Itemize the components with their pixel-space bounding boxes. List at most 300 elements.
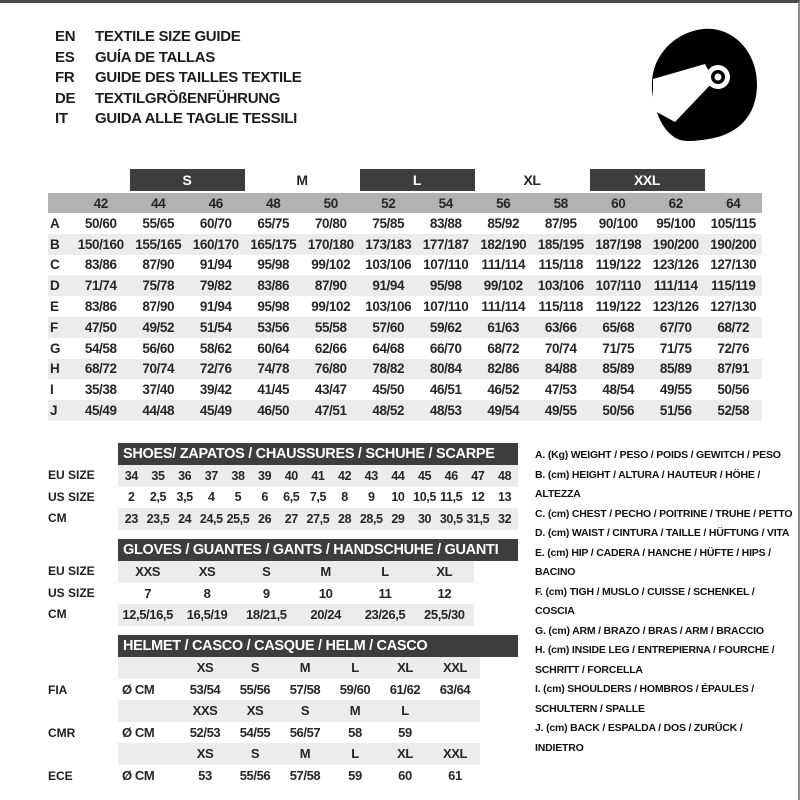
table-cell: A xyxy=(50,215,60,231)
table-cell: 36 xyxy=(171,465,198,487)
table-cell: 61/63 xyxy=(475,317,533,338)
table-cell: 56/57 xyxy=(289,724,321,740)
table-cell: 51/54 xyxy=(187,317,245,338)
table-cell: 12,5/16,5 xyxy=(118,604,177,626)
table-cell: 76/80 xyxy=(302,359,360,380)
language-title: GUIDA ALLE TAGLIE TESSILI xyxy=(95,110,297,127)
language-row xyxy=(55,89,301,110)
table-row xyxy=(118,765,480,787)
table-cell: 95/98 xyxy=(257,299,290,315)
language-code: FR xyxy=(55,69,75,86)
table-cell: 47/51 xyxy=(302,400,360,421)
table-cell: 58 xyxy=(348,724,362,740)
table-cell: 43/47 xyxy=(314,382,347,398)
table-cell: 75/85 xyxy=(372,215,405,231)
table-cell: 70/80 xyxy=(314,215,347,231)
table-row xyxy=(118,679,480,701)
row-label-us-size: US SIZE xyxy=(48,489,95,504)
table-cell: 53/56 xyxy=(245,317,303,338)
row-label-fia: FIA xyxy=(48,683,68,697)
table-row xyxy=(118,700,480,722)
table-cell: 50/60 xyxy=(84,215,117,231)
table-cell: 60/70 xyxy=(199,215,232,231)
table-cell xyxy=(118,700,180,722)
size-group-m: M xyxy=(245,169,360,192)
table-cell: 111/114 xyxy=(647,275,705,296)
table-cell: 16,5/19 xyxy=(177,604,236,626)
table-cell: 52/58 xyxy=(705,400,763,421)
table-cell: 59 xyxy=(348,767,362,783)
table-cell: 39 xyxy=(251,465,278,487)
row-label-cm: CM xyxy=(48,607,67,621)
table-cell: 45 xyxy=(411,465,438,487)
table-row xyxy=(118,657,480,679)
language-code: ES xyxy=(55,48,75,66)
size-group-xxl: XXL xyxy=(590,169,705,192)
table-cell: 87/90 xyxy=(142,299,175,315)
table-cell: 111/114 xyxy=(481,257,526,273)
table-cell: 10,5 xyxy=(413,490,436,505)
table-cell: L xyxy=(355,561,414,583)
language-code: EN xyxy=(55,28,76,45)
shoes-row-labels xyxy=(48,443,118,530)
table-cell: 10 xyxy=(318,585,333,601)
table-cell xyxy=(430,722,480,744)
table-cell: 48/54 xyxy=(602,382,635,398)
table-cell: 34 xyxy=(118,465,145,487)
helmet-row-labels xyxy=(48,635,118,786)
language-row xyxy=(55,68,301,89)
table-cell: 51/56 xyxy=(647,400,705,421)
table-cell: 182/190 xyxy=(475,234,533,255)
table-cell: 10 xyxy=(391,490,405,505)
table-cell: 54/55 xyxy=(239,724,271,740)
table-cell: 68/72 xyxy=(705,317,763,338)
table-cell: 115/118 xyxy=(538,257,583,273)
table-cell: 80/84 xyxy=(417,359,475,380)
table-row xyxy=(48,213,762,234)
legend-item: B. (cm) HEIGHT / ALTURA / HAUTEUR / HÖHE / ALTEZZA xyxy=(535,468,761,500)
table-cell: 53/54 xyxy=(189,681,221,697)
table-cell: 91/94 xyxy=(199,257,232,273)
table-cell: L xyxy=(330,657,380,679)
table-cell: 83/88 xyxy=(429,215,462,231)
table-cell: 95/98 xyxy=(257,257,290,273)
table-cell: 105/115 xyxy=(710,215,756,231)
table-cell: 87/90 xyxy=(302,275,360,296)
table-cell: 85/89 xyxy=(590,359,648,380)
table-cell: 68/72 xyxy=(487,340,520,356)
table-row xyxy=(118,487,518,509)
size-value: 62 xyxy=(647,192,705,213)
table-cell: F xyxy=(48,317,72,338)
table-cell: 47 xyxy=(465,465,492,487)
table-cell: 91/94 xyxy=(360,275,418,296)
table-cell: 48/52 xyxy=(360,400,418,421)
row-label-cmr: CMR xyxy=(48,726,76,740)
table-cell: 107/110 xyxy=(423,299,469,315)
table-cell: 49/52 xyxy=(130,317,188,338)
table-cell: 30,5 xyxy=(438,508,465,530)
shoes-table-title: SHOES/ ZAPATOS / CHAUSSURES / SCHUHE / SCARPE xyxy=(118,443,518,465)
table-cell: M xyxy=(330,700,380,722)
table-cell: 55/58 xyxy=(302,317,360,338)
table-cell: L xyxy=(380,700,430,722)
table-cell: M xyxy=(296,561,355,583)
measurement-rows xyxy=(48,213,762,421)
table-cell: XL xyxy=(380,743,430,765)
table-cell: 63/64 xyxy=(439,681,471,697)
table-cell: 52/53 xyxy=(189,724,221,740)
table-cell: 59/62 xyxy=(417,317,475,338)
table-cell: 59 xyxy=(398,724,412,740)
table-row xyxy=(48,317,762,338)
table-cell: XS xyxy=(177,561,236,583)
table-row xyxy=(48,234,762,255)
table-cell: 23/26,5 xyxy=(355,604,414,626)
gloves-rows xyxy=(118,561,474,626)
table-cell: 7 xyxy=(144,585,152,601)
table-cell: 103/106 xyxy=(365,299,412,315)
table-cell: 187/198 xyxy=(590,234,648,255)
language-row xyxy=(55,27,301,48)
table-cell: B xyxy=(48,234,72,255)
table-cell: 62/66 xyxy=(314,340,347,356)
table-cell: Ø CM xyxy=(122,767,155,783)
size-value: 46 xyxy=(187,192,245,213)
table-cell: 9 xyxy=(367,490,375,505)
table-row xyxy=(48,275,762,296)
table-cell xyxy=(430,700,480,722)
table-cell: 26 xyxy=(251,508,278,530)
table-row xyxy=(118,604,474,626)
table-cell: Ø CM xyxy=(122,681,155,697)
language-row xyxy=(55,48,301,69)
table-cell: 83/86 xyxy=(245,275,303,296)
table-cell: XXS xyxy=(180,700,230,722)
table-row xyxy=(48,255,762,276)
table-cell: 12 xyxy=(471,490,485,505)
row-label-eu-size: EU SIZE xyxy=(48,468,95,482)
measurement-legend xyxy=(535,446,793,758)
table-cell: 71/74 xyxy=(72,275,130,296)
table-cell: XXS xyxy=(118,561,177,583)
table-row xyxy=(48,379,762,400)
table-cell: 63/66 xyxy=(532,317,590,338)
size-value: 44 xyxy=(130,192,188,213)
table-cell: 31,5 xyxy=(465,508,492,530)
shoes-rows xyxy=(118,465,518,530)
table-cell: 38 xyxy=(225,465,252,487)
table-cell: 123/126 xyxy=(652,299,699,315)
table-cell: 50/56 xyxy=(590,400,648,421)
table-cell: 4 xyxy=(208,490,215,505)
language-row xyxy=(55,109,301,130)
language-code: IT xyxy=(55,110,68,127)
table-cell: 127/130 xyxy=(710,257,757,273)
legend-item: I. (cm) SHOULDERS / HOMBROS / ÉPAULES / SCHULTERN / SPALLE xyxy=(535,683,754,715)
table-cell: 24,5 xyxy=(198,508,225,530)
table-cell: 65/68 xyxy=(590,317,648,338)
size-value: 50 xyxy=(302,192,360,213)
table-cell: 42 xyxy=(331,465,358,487)
table-cell: 103/106 xyxy=(532,275,590,296)
table-cell: 44/48 xyxy=(130,400,188,421)
table-cell: 59/60 xyxy=(339,681,371,697)
table-cell: 72/76 xyxy=(187,359,245,380)
table-cell: 115/119 xyxy=(705,275,763,296)
table-cell: 95/98 xyxy=(417,275,475,296)
table-cell: 107/110 xyxy=(423,257,469,273)
table-cell: 79/82 xyxy=(187,275,245,296)
table-cell: 28,5 xyxy=(358,508,385,530)
table-cell: 35/38 xyxy=(84,382,117,398)
table-cell: 39/42 xyxy=(199,382,232,398)
size-value: 48 xyxy=(245,192,303,213)
table-cell: 2 xyxy=(128,490,135,505)
table-cell: 41/45 xyxy=(257,382,290,398)
table-cell: 55/65 xyxy=(142,215,175,231)
table-cell: 170/180 xyxy=(302,234,360,255)
table-cell: 119/122 xyxy=(595,257,641,273)
table-row xyxy=(118,561,474,583)
table-cell: 24 xyxy=(171,508,198,530)
table-cell: 99/102 xyxy=(475,275,533,296)
table-cell: 45/49 xyxy=(72,400,130,421)
table-cell: 90/100 xyxy=(598,215,638,231)
table-cell: 25,5 xyxy=(225,508,252,530)
table-cell: 115/118 xyxy=(538,299,583,315)
legend-item: E. (cm) HIP / CADERA / HANCHE / HÜFTE / HIPS / BACINO xyxy=(535,546,771,578)
table-cell: 32 xyxy=(491,508,518,530)
gloves-row-labels xyxy=(48,539,118,626)
gloves-table-title: GLOVES / GUANTES / GANTS / HANDSCHUHE / GUANTI xyxy=(118,539,518,561)
textile-size-table xyxy=(48,169,762,421)
table-cell: C xyxy=(50,257,60,273)
language-title: TEXTILE SIZE GUIDE xyxy=(95,28,241,45)
table-cell: 119/122 xyxy=(595,299,641,315)
table-cell: 18/21,5 xyxy=(237,604,296,626)
table-cell: 70/74 xyxy=(130,359,188,380)
table-cell: 56/60 xyxy=(142,340,175,356)
table-cell: S xyxy=(237,561,296,583)
table-cell: 46 xyxy=(438,465,465,487)
table-cell: 37/40 xyxy=(142,382,175,398)
table-cell: 87/91 xyxy=(705,359,763,380)
row-label-ece: ECE xyxy=(48,769,73,783)
gloves-size-table xyxy=(48,539,518,626)
table-cell: XS xyxy=(230,700,280,722)
shoes-size-table xyxy=(48,443,518,530)
size-value: 52 xyxy=(360,192,418,213)
table-row xyxy=(48,359,762,380)
table-cell: 45/50 xyxy=(372,382,405,398)
table-cell: XL xyxy=(415,561,474,583)
legend-item: H. (cm) INSIDE LEG / ENTREPIERNA / FOURCHE / SCHRITT / FORCELLA xyxy=(535,644,775,676)
table-cell xyxy=(118,657,180,679)
table-cell: 83/86 xyxy=(84,257,117,273)
size-value: 60 xyxy=(590,192,648,213)
table-cell: 13 xyxy=(498,490,512,505)
helmet-table-title: HELMET / CASCO / CASQUE / HELM / CASCO xyxy=(118,635,518,657)
table-cell: 66/70 xyxy=(429,340,462,356)
size-group-row xyxy=(48,169,762,192)
table-cell: 5 xyxy=(234,490,242,505)
table-cell: 78/82 xyxy=(360,359,418,380)
table-cell: 49/55 xyxy=(532,400,590,421)
table-cell: 111/114 xyxy=(481,299,526,315)
table-cell: 23 xyxy=(118,508,145,530)
table-cell: 177/187 xyxy=(417,234,475,255)
table-cell: 150/160 xyxy=(72,234,130,255)
table-cell: 58/62 xyxy=(199,340,232,356)
table-cell: XXL xyxy=(430,657,480,679)
table-cell: 95/100 xyxy=(656,215,696,231)
table-cell: 48/53 xyxy=(417,400,475,421)
table-cell: 87/95 xyxy=(544,215,577,231)
table-cell: 91/94 xyxy=(199,299,232,315)
table-cell: 46/52 xyxy=(487,382,520,398)
size-value: 42 xyxy=(72,192,130,213)
table-cell xyxy=(118,743,180,765)
table-cell: 48 xyxy=(491,465,518,487)
size-value: 56 xyxy=(475,192,533,213)
table-cell: XL xyxy=(380,657,430,679)
table-row xyxy=(118,743,480,765)
table-cell: 57/58 xyxy=(289,767,321,783)
table-cell: 6 xyxy=(261,490,268,505)
size-value: 58 xyxy=(532,192,590,213)
legend-item: F. (cm) TIGH / MUSLO / CUISSE / SCHENKEL / COSCIA xyxy=(535,585,755,617)
table-cell: 71/75 xyxy=(602,340,635,356)
table-cell: M xyxy=(280,657,330,679)
table-cell: 65/75 xyxy=(257,215,290,231)
language-title: GUÍA DE TALLAS xyxy=(95,48,215,66)
table-cell: 99/102 xyxy=(311,299,351,315)
table-cell: 72/76 xyxy=(717,340,750,356)
table-cell: 28 xyxy=(331,508,358,530)
table-row xyxy=(118,583,474,605)
table-cell: XS xyxy=(180,657,230,679)
table-cell: 8 xyxy=(203,585,211,601)
table-cell: 64/68 xyxy=(372,340,405,356)
table-cell: 127/130 xyxy=(710,299,757,315)
table-cell: 11,5 xyxy=(440,490,463,505)
table-cell: J xyxy=(48,400,72,421)
numeric-size-row xyxy=(48,192,762,213)
table-cell: 107/110 xyxy=(590,275,648,296)
table-cell: 74/78 xyxy=(245,359,303,380)
table-cell: 190/200 xyxy=(647,234,705,255)
table-cell: 44 xyxy=(385,465,412,487)
table-cell: 84/88 xyxy=(532,359,590,380)
table-cell: 103/106 xyxy=(365,257,412,273)
table-cell: 87/90 xyxy=(142,257,175,273)
table-cell: 68/72 xyxy=(72,359,130,380)
table-cell: 53 xyxy=(198,767,212,783)
table-cell: 54/58 xyxy=(84,340,117,356)
table-cell: 47/53 xyxy=(544,382,577,398)
table-cell: 50/56 xyxy=(717,382,750,398)
table-cell: 43 xyxy=(358,465,385,487)
table-cell: 99/102 xyxy=(311,257,351,273)
table-cell: 23,5 xyxy=(145,508,172,530)
table-cell: 27,5 xyxy=(305,508,332,530)
table-cell: 55/56 xyxy=(239,767,271,783)
table-cell: S xyxy=(280,700,330,722)
table-cell: 55/56 xyxy=(239,681,271,697)
table-cell: 2,5 xyxy=(149,490,167,505)
table-cell: L xyxy=(330,743,380,765)
legend-item: C. (cm) CHEST / PECHO / POITRINE / TRUHE / PETTO xyxy=(535,507,793,520)
table-row xyxy=(118,508,518,530)
size-group-s: S xyxy=(130,169,245,192)
table-cell: S xyxy=(230,743,280,765)
table-cell: 61 xyxy=(448,767,462,783)
table-cell: 160/170 xyxy=(187,234,245,255)
table-cell: E xyxy=(50,299,59,315)
table-cell: 155/165 xyxy=(130,234,188,255)
table-cell: 165/175 xyxy=(245,234,303,255)
table-cell: 29 xyxy=(385,508,412,530)
table-cell: 57/58 xyxy=(289,681,321,697)
table-cell: 20/24 xyxy=(296,604,355,626)
legend-item: A. (Kg) WEIGHT / PESO / POIDS / GEWITCH / PESO xyxy=(535,449,781,461)
size-group-l: L xyxy=(360,169,475,192)
language-code: DE xyxy=(55,89,76,107)
helmet-icon xyxy=(645,21,765,149)
table-cell: 8 xyxy=(341,490,348,505)
table-cell: 85/92 xyxy=(487,215,520,231)
table-cell: 49/55 xyxy=(659,382,692,398)
table-cell: 25,5/30 xyxy=(415,604,474,626)
table-cell: G xyxy=(50,340,61,356)
row-label-cm: CM xyxy=(48,511,67,525)
table-cell: 40 xyxy=(278,465,305,487)
table-cell: 49/54 xyxy=(475,400,533,421)
table-cell: 6,5 xyxy=(283,490,300,505)
size-value: 54 xyxy=(417,192,475,213)
table-cell: Ø CM xyxy=(122,724,155,740)
table-cell: 82/86 xyxy=(475,359,533,380)
table-cell: 60/64 xyxy=(257,340,290,356)
table-cell: 3,5 xyxy=(176,490,193,505)
size-group-xl: XL xyxy=(475,169,590,192)
table-cell: 7,5 xyxy=(309,490,327,505)
table-cell: 173/183 xyxy=(360,234,418,255)
row-label-us-size: US SIZE xyxy=(48,585,95,600)
table-cell: XS xyxy=(180,743,230,765)
table-cell: 67/70 xyxy=(647,317,705,338)
table-cell: 11 xyxy=(378,585,392,601)
table-cell: 60 xyxy=(398,767,412,783)
table-cell: 61/62 xyxy=(389,681,421,697)
table-row xyxy=(48,400,762,421)
table-cell: 190/200 xyxy=(705,234,763,255)
table-cell: XXL xyxy=(430,743,480,765)
table-cell: 27 xyxy=(278,508,305,530)
row-label-eu-size: EU SIZE xyxy=(48,564,95,578)
table-cell: 35 xyxy=(145,465,172,487)
table-cell: 30 xyxy=(411,508,438,530)
table-cell: 57/60 xyxy=(360,317,418,338)
table-cell: S xyxy=(230,657,280,679)
table-cell: 71/75 xyxy=(659,340,692,356)
table-cell: 45/49 xyxy=(187,400,245,421)
helmet-rows xyxy=(118,657,480,786)
table-cell: D xyxy=(48,275,72,296)
language-title: TEXTILGRÖßENFÜHRUNG xyxy=(95,89,281,107)
